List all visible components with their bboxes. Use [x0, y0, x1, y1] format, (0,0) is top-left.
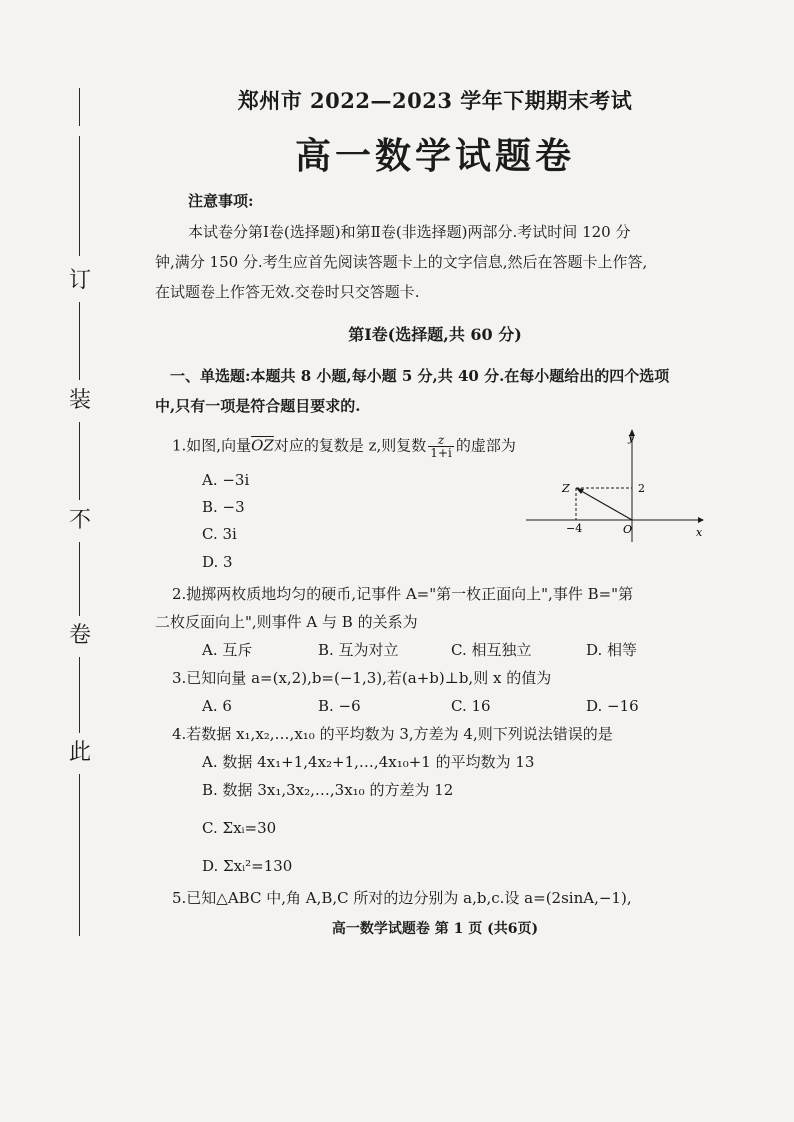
vector-arrowhead — [576, 488, 584, 494]
x-axis-arrow — [698, 517, 704, 523]
label-y: y — [628, 431, 635, 444]
binding-char: 装 — [64, 388, 96, 414]
label-x: x — [696, 526, 703, 539]
q2-option: B. 互为对立 — [318, 641, 399, 659]
binding-line — [79, 542, 80, 616]
notice-line: 钟,满分 150 分.考生应首先阅读答题卡上的文字信息,然后在答题卡上作答, — [155, 253, 648, 271]
fraction-denominator: 1+i — [430, 446, 452, 460]
binding-line — [79, 302, 80, 380]
binding-line — [79, 136, 80, 256]
question-5-stem: 5.已知△ABC 中,角 A,B,C 所对的边分别为 a,b,c.设 a=(2sinA,−1), — [172, 889, 632, 907]
binding-char: 不 — [64, 508, 96, 534]
q4-option: B. 数据 3x₁,3x₂,…,3x₁₀ 的方差为 12 — [202, 781, 454, 799]
part-intro: 中,只有一项是符合题目要求的. — [155, 397, 361, 415]
binding-line — [79, 422, 80, 500]
q3-option: C. 16 — [451, 697, 491, 715]
exam-title: 郑州市 2022—2023 学年下期期末考试 — [237, 88, 633, 113]
paper-title: 高一数学试题卷 — [294, 135, 575, 177]
section-title: 第Ⅰ卷(选择题,共 60 分) — [348, 325, 522, 344]
binding-char: 此 — [64, 740, 96, 766]
complex-plane-graph — [526, 424, 706, 544]
q3-option: B. −6 — [318, 697, 361, 715]
q3-option: D. −16 — [586, 697, 639, 715]
q4-option: C. Σxᵢ=30 — [202, 819, 277, 837]
question-3-stem: 3.已知向量 a=(x,2),b=(−1,3),若(a+b)⊥b,则 x 的值为 — [172, 669, 552, 687]
binding-margin — [60, 88, 100, 948]
notice-line: 本试卷分第Ⅰ卷(选择题)和第Ⅱ卷(非选择题)两部分.考试时间 120 分 — [188, 223, 631, 241]
part-intro: 一、单选题:本题共 8 小题,每小题 5 分,共 40 分.在每小题给出的四个选项 — [170, 367, 670, 385]
vector-oz: $\overline{OZ}$ — [251, 436, 274, 455]
q1-option: D. 3 — [202, 553, 233, 571]
q1-option: A. −3i — [202, 471, 250, 489]
q2-option: C. 相互独立 — [451, 641, 532, 659]
fraction — [428, 434, 454, 459]
label-origin: O — [623, 523, 633, 536]
binding-char: 订 — [64, 268, 96, 294]
q2-option: D. 相等 — [586, 641, 638, 659]
q1-stem-b: 对应的复数是 z,则复数 — [273, 436, 427, 455]
q2-option: A. 互斥 — [202, 641, 253, 659]
q4-option: D. Σxᵢ²=130 — [202, 857, 293, 875]
notice-heading: 注意事项: — [188, 192, 254, 210]
binding-char: 卷 — [64, 623, 96, 649]
q1-stem-a: 1.如图,向量 — [172, 436, 252, 455]
q3-option: A. 6 — [202, 697, 232, 715]
binding-line — [79, 774, 80, 936]
page-footer: 高一数学试题卷 第 1 页 (共6页) — [331, 921, 539, 937]
tick-x: −4 — [566, 522, 583, 535]
q1-option: B. −3 — [202, 498, 245, 516]
q4-option: A. 数据 4x₁+1,4x₂+1,…,4x₁₀+1 的平均数为 13 — [202, 753, 535, 771]
notice-line: 在试题卷上作答无效.交卷时只交答题卡. — [155, 283, 420, 301]
tick-y: 2 — [638, 482, 645, 495]
question-1-stem — [172, 434, 516, 459]
binding-line — [79, 88, 80, 126]
q1-stem-c: 的虚部为 — [455, 436, 516, 455]
vector-oz-line — [576, 488, 632, 520]
question-2-stem: 二枚反面向上",则事件 A 与 B 的关系为 — [155, 613, 418, 631]
fraction-numerator: z — [428, 434, 454, 447]
binding-line — [79, 657, 80, 733]
q1-option: C. 3i — [202, 525, 237, 543]
label-z: Z — [562, 482, 570, 495]
question-4-stem: 4.若数据 x₁,x₂,…,x₁₀ 的平均数为 3,方差为 4,则下列说法错误的是 — [172, 725, 613, 743]
question-2-stem: 2.抛掷两枚质地均匀的硬币,记事件 A="第一枚正面向上",事件 B="第 — [172, 585, 634, 603]
